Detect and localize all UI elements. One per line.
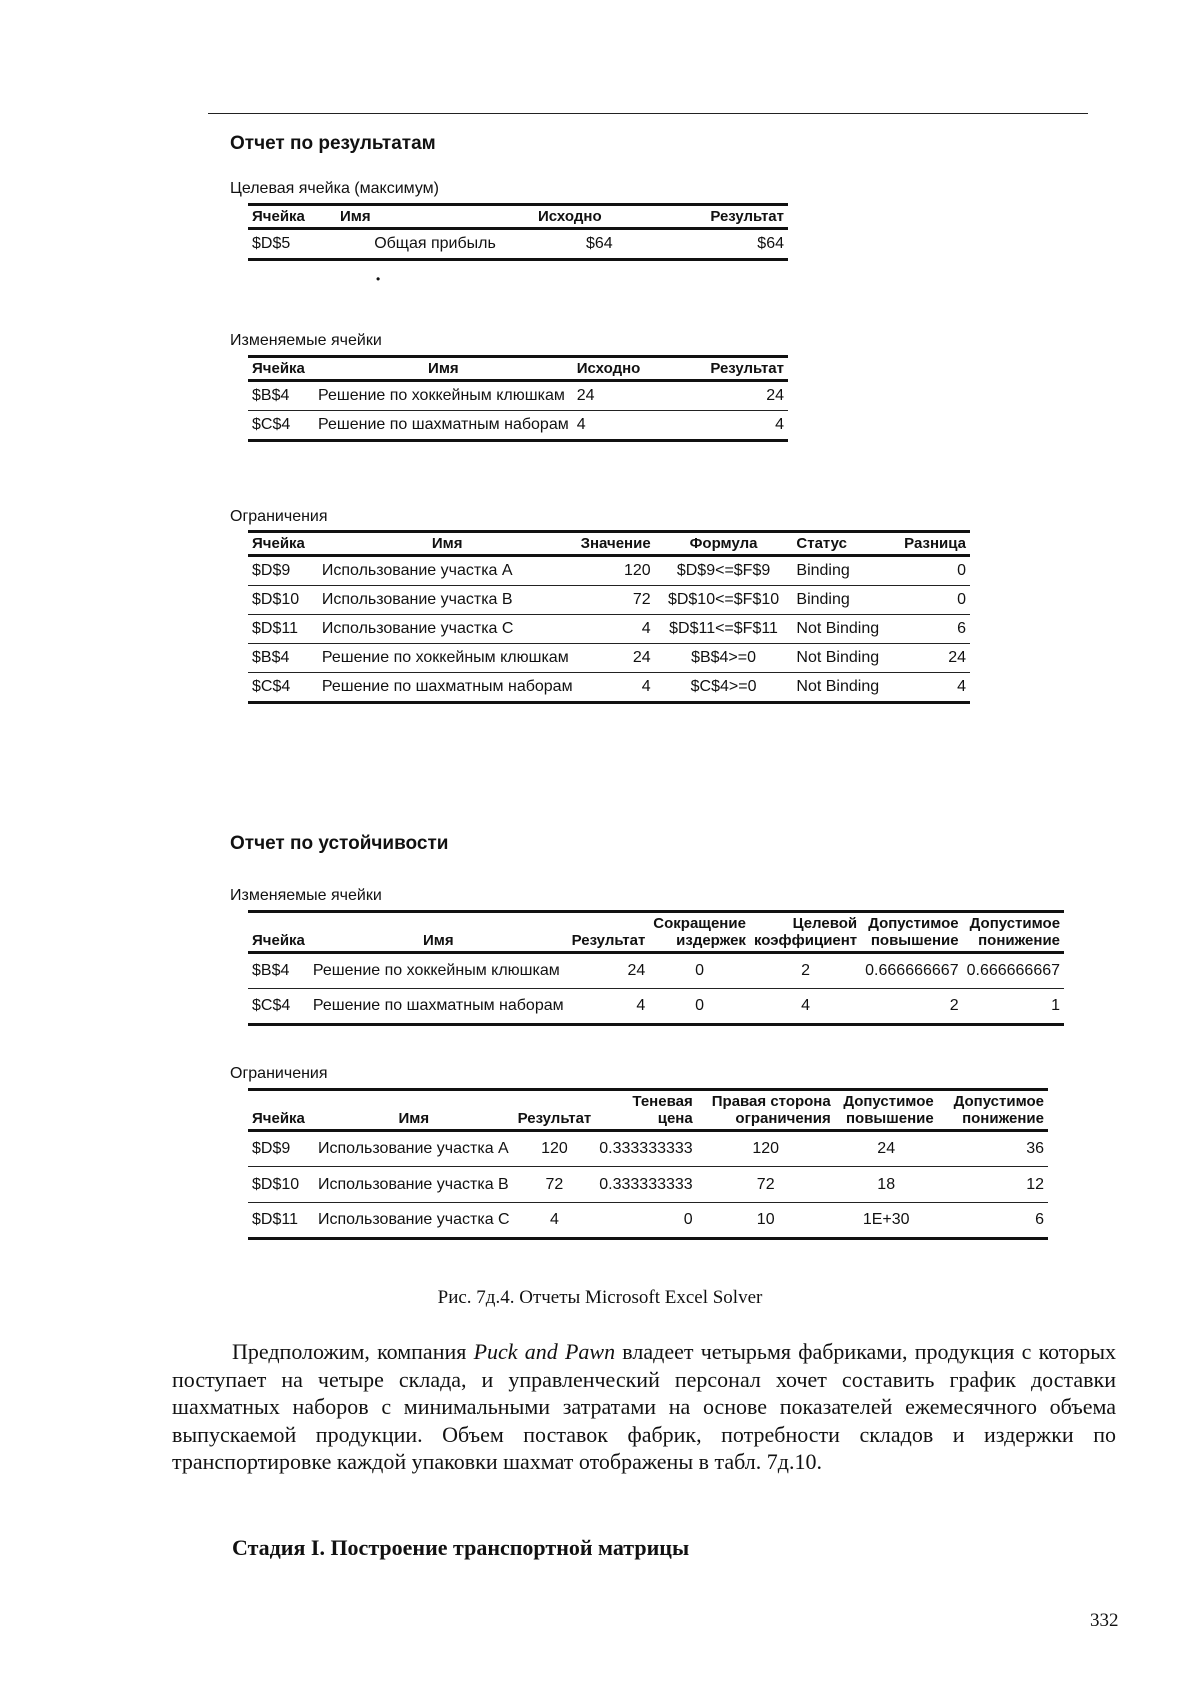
- constraints-table: [248, 530, 970, 704]
- cell-value: 12: [938, 1167, 1048, 1203]
- cell-value: 4: [568, 989, 650, 1025]
- col-header: Допустимое понижение: [963, 912, 1064, 953]
- cell-value: 2: [861, 989, 962, 1025]
- cell-ref: $B$4: [248, 644, 318, 673]
- cell-value: 24: [568, 953, 650, 989]
- table-row: [248, 229, 788, 260]
- cell-slack: 4: [900, 673, 970, 703]
- sens-constraints-subtitle: Ограничения: [230, 1065, 328, 1082]
- table-row: [248, 953, 1064, 989]
- cell-value: 4: [673, 411, 788, 441]
- cell-value: 0.333333333: [595, 1131, 696, 1167]
- cell-value: 120: [577, 556, 655, 586]
- table-row: [248, 586, 970, 615]
- cell-ref: $D$10: [248, 586, 318, 615]
- cell-slack: 0: [900, 586, 970, 615]
- col-header: Имя: [314, 357, 573, 381]
- cell-slack: 0: [900, 556, 970, 586]
- col-header: Имя: [336, 205, 534, 229]
- cell-status: Not Binding: [792, 615, 900, 644]
- cell-status: Not Binding: [792, 644, 900, 673]
- cell-ref: $D$9: [248, 1131, 314, 1167]
- col-header: Ячейка: [248, 357, 314, 381]
- stray-mark: •: [376, 272, 381, 286]
- cell-value: $64: [653, 229, 788, 260]
- cell-name: Решение по хоккейным клюшкам: [309, 953, 568, 989]
- col-header: Ячейка: [248, 912, 309, 953]
- cell-ref: $B$4: [248, 953, 309, 989]
- table-row: [248, 1203, 1048, 1239]
- cell-value: 24: [835, 1131, 938, 1167]
- cell-value: 72: [514, 1167, 596, 1203]
- col-header: Допустимое повышение: [835, 1090, 938, 1131]
- constraints-subtitle: Ограничения: [230, 508, 328, 525]
- cell-value: 4: [577, 673, 655, 703]
- table-row: [248, 644, 970, 673]
- col-header: Целевой коэффициент: [750, 912, 861, 953]
- col-header: Ячейка: [248, 205, 336, 229]
- table-row: [248, 1167, 1048, 1203]
- cell-value: 120: [514, 1131, 596, 1167]
- col-header: Разница: [900, 532, 970, 556]
- cell-value: 0.333333333: [595, 1167, 696, 1203]
- col-header: Допустимое понижение: [938, 1090, 1048, 1131]
- col-header: Исходно: [534, 205, 653, 229]
- sensitivity-report-title: Отчет по устойчивости: [230, 833, 449, 854]
- cell-name: Решение по хоккейным клюшкам: [318, 644, 577, 673]
- cell-value: 0.666666667: [861, 953, 962, 989]
- cell-slack: 6: [900, 615, 970, 644]
- col-header: Сокращение издержек: [649, 912, 750, 953]
- cell-ref: $D$5: [248, 229, 336, 260]
- cell-status: Binding: [792, 586, 900, 615]
- cell-value: 0: [649, 953, 750, 989]
- cell-value: 18: [835, 1167, 938, 1203]
- cell-ref: $C$4: [248, 411, 314, 441]
- cell-value: 24: [577, 644, 655, 673]
- cell-value: 4: [573, 411, 674, 441]
- cell-value: 4: [514, 1203, 596, 1239]
- cell-value: 36: [938, 1131, 1048, 1167]
- cell-ref: $D$11: [248, 615, 318, 644]
- col-header: Имя: [318, 532, 577, 556]
- cell-value: 6: [938, 1203, 1048, 1239]
- page-number: 332: [1090, 1610, 1119, 1631]
- body-paragraph: [172, 1338, 1116, 1476]
- cell-name: Использование участка A: [314, 1131, 514, 1167]
- sens-constraints-table: [248, 1088, 1048, 1240]
- results-report-title: Отчет по результатам: [230, 133, 436, 154]
- table-row: [248, 1131, 1048, 1167]
- col-header: Имя: [314, 1090, 514, 1131]
- cell-name: Решение по шахматным наборам: [314, 411, 573, 441]
- col-header: Допустимое повышение: [861, 912, 962, 953]
- cell-value: 0: [649, 989, 750, 1025]
- col-header: Правая сторона ограничения: [697, 1090, 835, 1131]
- cell-value: 1: [963, 989, 1064, 1025]
- changing-cells-table: [248, 355, 788, 442]
- cell-value: 10: [697, 1203, 835, 1239]
- col-header: Теневая цена: [595, 1090, 696, 1131]
- cell-ref: $D$11: [248, 1203, 314, 1239]
- cell-value: 24: [673, 381, 788, 411]
- cell-formula: $D$11<=$F$11: [655, 615, 793, 644]
- target-cell-table: [248, 203, 788, 261]
- cell-ref: $C$4: [248, 989, 309, 1025]
- cell-formula: $D$9<=$F$9: [655, 556, 793, 586]
- col-header: Результат: [653, 205, 788, 229]
- cell-value: 4: [577, 615, 655, 644]
- table-row: [248, 381, 788, 411]
- company-name: Puck and Pawn: [473, 1339, 616, 1364]
- cell-status: Binding: [792, 556, 900, 586]
- cell-value: 72: [697, 1167, 835, 1203]
- sens-changing-subtitle: Изменяемые ячейки: [230, 887, 382, 904]
- col-header: Ячейка: [248, 1090, 314, 1131]
- cell-ref: $D$9: [248, 556, 318, 586]
- col-header: Результат: [568, 912, 650, 953]
- cell-value: 2: [750, 953, 861, 989]
- paragraph-text: Предположим, компания: [232, 1339, 474, 1364]
- cell-value: 120: [697, 1131, 835, 1167]
- cell-name: Использование участка B: [318, 586, 577, 615]
- table-row: [248, 615, 970, 644]
- cell-slack: 24: [900, 644, 970, 673]
- cell-value: 1E+30: [835, 1203, 938, 1239]
- cell-value: 72: [577, 586, 655, 615]
- stage-heading: Стадия I. Построение транспортной матрицы: [232, 1535, 690, 1560]
- cell-name: Использование участка C: [318, 615, 577, 644]
- sens-changing-table: [248, 910, 1064, 1026]
- cell-value: 0.666666667: [963, 953, 1064, 989]
- col-header: Формула: [655, 532, 793, 556]
- changing-cells-subtitle: Изменяемые ячейки: [230, 332, 382, 349]
- cell-name: Использование участка A: [318, 556, 577, 586]
- cell-formula: $B$4>=0: [655, 644, 793, 673]
- col-header: Результат: [673, 357, 788, 381]
- cell-value: 4: [750, 989, 861, 1025]
- cell-value: 24: [573, 381, 674, 411]
- cell-ref: $C$4: [248, 673, 318, 703]
- cell-value: $64: [534, 229, 653, 260]
- figure-caption: Рис. 7д.4. Отчеты Microsoft Excel Solver: [437, 1287, 763, 1308]
- table-row: [248, 411, 788, 441]
- top-rule: [208, 113, 1088, 114]
- col-header: Статус: [792, 532, 900, 556]
- cell-name: Решение по хоккейным клюшкам: [314, 381, 573, 411]
- cell-ref: $B$4: [248, 381, 314, 411]
- table-row: [248, 673, 970, 703]
- table-row: [248, 989, 1064, 1025]
- col-header: Исходно: [573, 357, 674, 381]
- col-header: Результат: [514, 1090, 596, 1131]
- cell-name: Использование участка B: [314, 1167, 514, 1203]
- target-cell-subtitle: Целевая ячейка (максимум): [230, 180, 439, 197]
- paragraph-text: владеет четырьмя фабриками, продукция с которых поступает на четыре склада, и управленческий персонал хочет составить график доставки шахматных наборов с минимальными затратами на основе показателей ежемесячного объема выпускаемой продукции. Объем поставок фабрик, потребности складов и издержки по транспортировке каждой упаковки шахмат отображены в табл. 7д.10.: [172, 1339, 1116, 1474]
- cell-value: 0: [595, 1203, 696, 1239]
- cell-formula: $C$4>=0: [655, 673, 793, 703]
- cell-name: Общая прибыль: [336, 229, 534, 260]
- cell-name: Решение по шахматным наборам: [318, 673, 577, 703]
- col-header: Значение: [577, 532, 655, 556]
- cell-formula: $D$10<=$F$10: [655, 586, 793, 615]
- cell-name: Решение по шахматным наборам: [309, 989, 568, 1025]
- col-header: Имя: [309, 912, 568, 953]
- cell-status: Not Binding: [792, 673, 900, 703]
- table-row: [248, 556, 970, 586]
- col-header: Ячейка: [248, 532, 318, 556]
- cell-name: Использование участка C: [314, 1203, 514, 1239]
- cell-ref: $D$10: [248, 1167, 314, 1203]
